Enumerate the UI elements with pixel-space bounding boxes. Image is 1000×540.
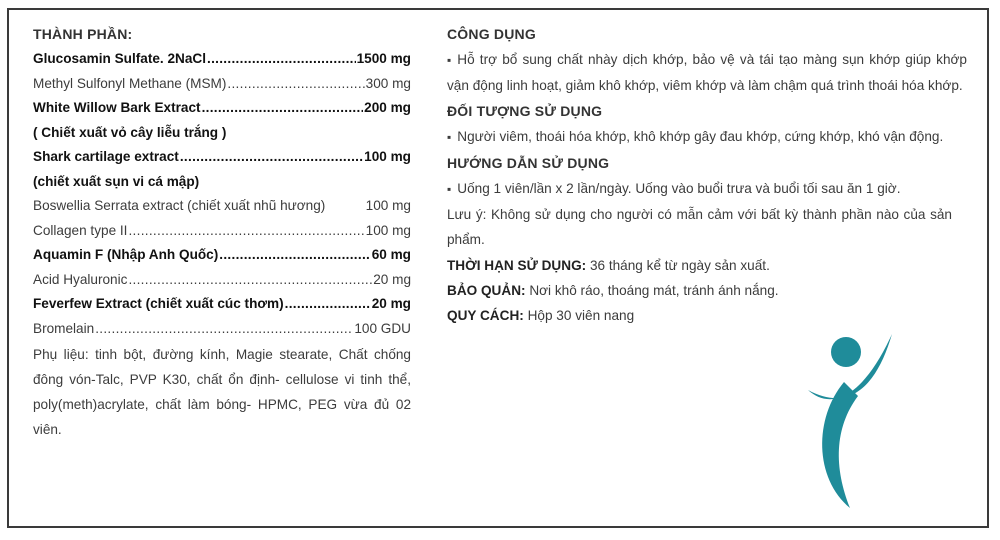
ingredient-row bbox=[33, 47, 411, 72]
ingredient-name: Glucosamin Sulfate. 2NaCl bbox=[33, 51, 206, 66]
ingredient-name: Methyl Sulfonyl Methane (MSM) bbox=[33, 75, 227, 91]
ingredient-amount: 100 mg bbox=[365, 198, 411, 213]
leader-dots bbox=[219, 243, 370, 268]
ingredient-amount: 20 mg bbox=[371, 296, 411, 311]
storage-value: Nơi khô ráo, thoáng mát, tránh ánh nắng. bbox=[529, 283, 779, 298]
ingredient-name: Acid Hyaluronic bbox=[33, 271, 128, 287]
directions-heading: HƯỚNG DẪN SỬ DỤNG bbox=[447, 155, 610, 171]
ingredient-amount: 100 mg bbox=[364, 149, 411, 164]
person-figure-icon bbox=[800, 318, 900, 508]
uses-heading: CÔNG DỤNG bbox=[447, 26, 536, 42]
ingredient-name: Bromelain bbox=[33, 320, 95, 336]
ingredient-amount: 200 mg bbox=[364, 100, 411, 115]
ingredient-row bbox=[33, 219, 411, 244]
leader-dots bbox=[227, 72, 364, 97]
target-users-heading: ĐỐI TƯỢNG SỬ DỤNG bbox=[447, 103, 603, 119]
info-section bbox=[447, 22, 967, 328]
ingredients-heading: THÀNH PHẦN: bbox=[33, 26, 133, 42]
leader-dots bbox=[180, 145, 363, 170]
ingredient-amount: 300 mg bbox=[365, 75, 411, 91]
leader-dots bbox=[128, 268, 372, 293]
packaging-value: Hộp 30 viên nang bbox=[527, 308, 635, 323]
ingredient-note: (chiết xuất sụn vi cá mập) bbox=[33, 173, 200, 189]
ingredient-amount: 100 mg bbox=[365, 222, 411, 238]
leader-dots bbox=[207, 47, 356, 72]
ingredient-name: Shark cartilage extract bbox=[33, 149, 179, 164]
storage-label: BẢO QUẢN: bbox=[447, 283, 526, 298]
leader-dots bbox=[285, 292, 371, 317]
ingredient-row bbox=[33, 292, 411, 317]
storage bbox=[447, 278, 967, 303]
ingredient-row bbox=[33, 72, 411, 97]
ingredient-row bbox=[33, 268, 411, 293]
ingredient-name: Boswellia Serrata extract (chiết xuất nhũ hương) bbox=[33, 198, 326, 213]
uses-text: ▪ Hỗ trợ bổ sung chất nhày dịch khớp, bảo vệ và tái tạo màng sụn khớp giúp khớp vận động linh hoạt, giảm khô khớp, viêm khớp và làm chậm quá trình thoái hóa khớp. bbox=[447, 47, 967, 98]
excipients-text: Phụ liệu: tinh bột, đường kính, Magie stearate, Chất chống đông vón-Talc, PVP K30, chất ổn định- cellulose vi tinh thể, poly(meth)acrylate, chất làm bóng- HPMC, PEG vừa đủ 02 viên. bbox=[33, 347, 411, 437]
leader-dots bbox=[128, 219, 364, 244]
ingredient-note: ( Chiết xuất vỏ cây liễu trắng ) bbox=[33, 124, 227, 140]
leader-dots bbox=[95, 317, 353, 342]
ingredient-row bbox=[33, 96, 411, 121]
ingredient-amount: 1500 mg bbox=[356, 51, 411, 66]
ingredient-amount: 100 GDU bbox=[354, 320, 411, 336]
shelf-life-value: 36 tháng kể từ ngày sản xuất. bbox=[589, 258, 770, 273]
ingredient-name: Collagen type II bbox=[33, 222, 128, 238]
ingredient-row bbox=[33, 145, 411, 170]
directions-text: ▪ Uống 1 viên/lần x 2 lần/ngày. Uống vào buổi trưa và buổi tối sau ăn 1 giờ. bbox=[447, 176, 967, 202]
ingredient-amount: 20 mg bbox=[373, 271, 411, 287]
target-users-text: ▪ Người viêm, thoái hóa khớp, khô khớp gây đau khớp, cứng khớp, khó vận động. bbox=[447, 124, 967, 150]
ingredient-name: White Willow Bark Extract bbox=[33, 100, 201, 115]
ingredient-name: Aquamin F (Nhập Anh Quốc) bbox=[33, 247, 219, 262]
shelf-life-label: THỜI HẠN SỬ DỤNG: bbox=[447, 258, 587, 273]
ingredient-name: Feverfew Extract (chiết xuất cúc thơm) bbox=[33, 296, 284, 311]
shelf-life bbox=[447, 253, 967, 278]
ingredients-section bbox=[33, 22, 411, 442]
ingredient-row bbox=[33, 194, 411, 219]
directions-note: Lưu ý: Không sử dụng cho người có mẫn cảm với bất kỳ thành phần nào của sản phẩm. bbox=[447, 207, 952, 247]
ingredients-list bbox=[33, 47, 411, 341]
leader-dots bbox=[202, 96, 364, 121]
packaging-label: QUY CÁCH: bbox=[447, 308, 524, 323]
ingredient-amount: 60 mg bbox=[371, 247, 411, 262]
ingredient-row bbox=[33, 243, 411, 268]
ingredient-row bbox=[33, 317, 411, 342]
